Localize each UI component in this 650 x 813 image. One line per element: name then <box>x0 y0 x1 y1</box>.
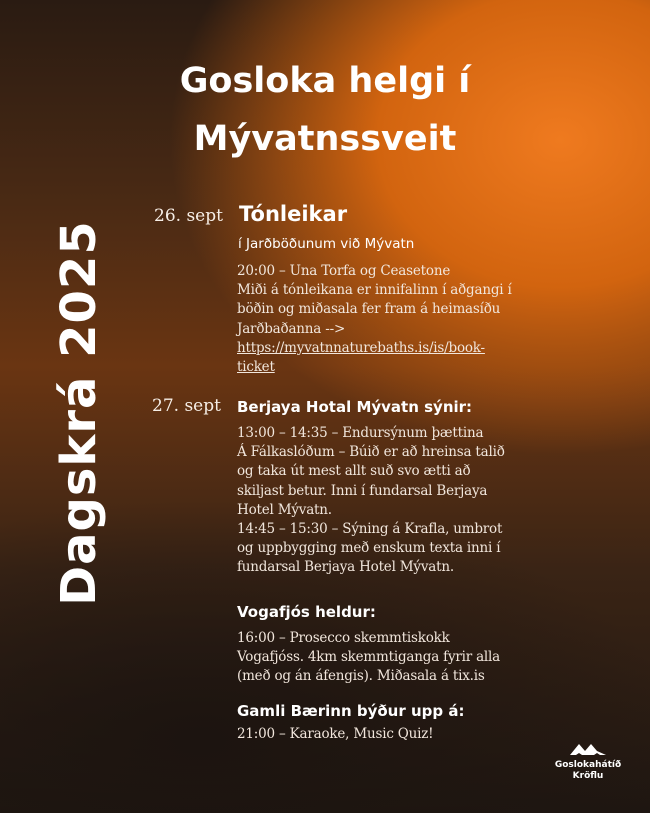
day2-line: Á Fálkaslóðum – Búið er að hreinsa talið <box>237 444 505 461</box>
ticket-link-line[interactable]: https://myvatnnaturebaths.is/is/book- <box>237 339 485 356</box>
vogafjos-line: (með og án áfengis). Miðasala á tix.is <box>237 668 485 685</box>
day1-description <box>237 262 537 377</box>
logo-line-2: Kröflu <box>572 771 604 781</box>
title-line-2: Mývatnssveit <box>193 119 457 159</box>
day2-heading: Berjaya Hotal Mývatn sýnir: <box>237 398 473 416</box>
vertical-heading-text: Dagskrá 2025 <box>51 220 107 606</box>
vogafjos-line: 16:00 – Prosecco skemmtiskokk <box>237 630 450 646</box>
day2-line: og taka út mest allt suð svo ætti að <box>237 463 471 480</box>
festival-logo <box>548 742 628 782</box>
day2-line: 14:45 – 15:30 – Sýning á Krafla, umbrot <box>237 521 503 538</box>
day1-line: 20:00 – Una Torfa og Ceasetone <box>237 263 451 279</box>
day2-line: fundarsal Berjaya Hotel Mývatn. <box>237 559 454 576</box>
gamli-description <box>237 725 537 744</box>
title-line-1: Gosloka helgi í <box>179 61 471 101</box>
vogafjos-line: Vogafjóss. 4km skemmtiganga fyrir alla <box>237 649 501 666</box>
day1-date: 26. sept <box>154 206 223 226</box>
page-title <box>0 52 650 168</box>
day1-location: í Jarðböðunum við Mývatn <box>238 236 415 252</box>
gamli-line: 21:00 – Karaoke, Music Quiz! <box>237 726 434 742</box>
day1-line: böðin og miðasala fer fram á heimasíðu <box>237 301 501 318</box>
vertical-heading <box>38 212 120 614</box>
day2-date: 27. sept <box>152 396 221 416</box>
logo-line-1: Goslokahátíð <box>554 760 622 770</box>
day2-line: Hotel Mývatn. <box>237 501 332 518</box>
vogafjos-description <box>237 629 537 687</box>
gamli-heading: Gamli Bærinn býður upp á: <box>237 702 465 720</box>
day1-line: Jarðbaðanna --> <box>237 320 346 337</box>
day2-line: skiljast betur. Inni í fundarsal Berjaya <box>237 482 488 499</box>
day2-description <box>237 424 537 578</box>
day2-line: 13:00 – 14:35 – Endursýnum þættina <box>237 425 484 441</box>
day2-line: og uppbygging með enskum texta inni í <box>237 540 501 557</box>
mountains-icon <box>570 742 606 756</box>
vogafjos-heading: Vogafjós heldur: <box>237 603 376 621</box>
day1-heading: Tónleikar <box>239 202 348 226</box>
day1-line: Miði á tónleikana er innifalinn í aðgangi í <box>237 282 512 299</box>
ticket-link[interactable] <box>237 340 485 375</box>
ticket-link-line[interactable]: ticket <box>237 359 275 376</box>
